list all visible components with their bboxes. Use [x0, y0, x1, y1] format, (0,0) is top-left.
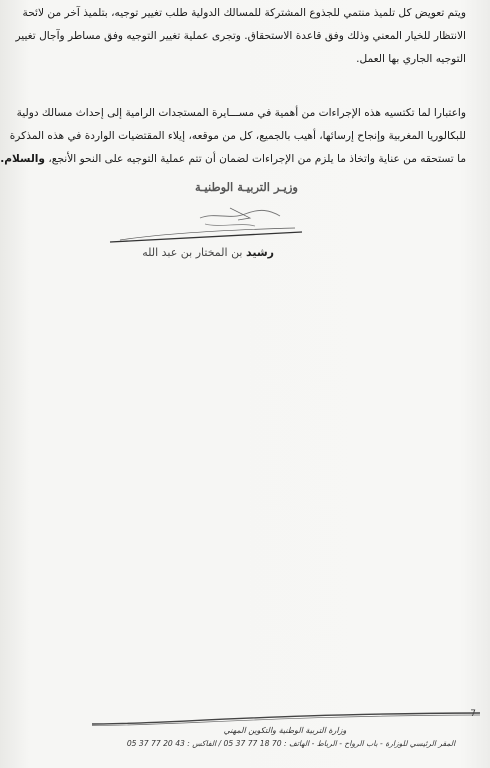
text-line: الانتظار للخيار المعني وذلك وفق قاعدة الاستحقاق. وتجرى عملية تغيير التوجيه وفق مساطر وآجال تغيير [15, 30, 466, 42]
footer-ministry: وزارة التربية الوطنية والتكوين المهني [223, 726, 347, 735]
text-line-main: ما تستحقه من عناية واتخاذ ما يلزم من الإجراءات لضمان أن تتم عملية التوجيه على النحو الأنجع، [45, 153, 466, 165]
signatory-name [142, 246, 274, 259]
page-number: 7 [470, 709, 476, 719]
handwritten-signature [80, 190, 310, 250]
text-line: للبكالوريا المغربية وإنجاح إرسائها، أهيب بالجميع، كل من موقعه، إيلاء المقتضيات الواردة في هذه المذكرة [9, 130, 466, 142]
footer-address: المقر الرئيسي للوزارة - باب الرواح - الرباط - الهاتف : 70 18 77 37 05 / الفاكس : 43 20 77 37 05 [126, 739, 456, 748]
signatory-first-name: رشيد [246, 246, 274, 259]
text-line [0, 148, 466, 171]
footer-decoration [92, 712, 480, 726]
text-line: واعتبارا لما تكتسيه هذه الإجراءات من أهمية في مســـايرة المستجدات الرامية إلى إحداث مسالك دولية [16, 107, 466, 119]
paragraph-closing [0, 102, 466, 171]
signatory-title: وزيـر التربيـة الوطنيـة [194, 180, 298, 194]
closing-salutation: والسلام. [0, 153, 46, 165]
text-line: التوجيه الجاري بها العمل. [356, 53, 466, 65]
signature-block [80, 180, 310, 270]
text-line: ويتم تعويض كل تلميذ منتمي للجذوع المشتركة للمسالك الدولية طلب تغيير توجيه، بتلميذ آخر من لائحة [22, 7, 466, 19]
paragraph-reorientation [15, 2, 466, 71]
signatory-surname: بن المختار بن عبد الله [142, 246, 243, 259]
